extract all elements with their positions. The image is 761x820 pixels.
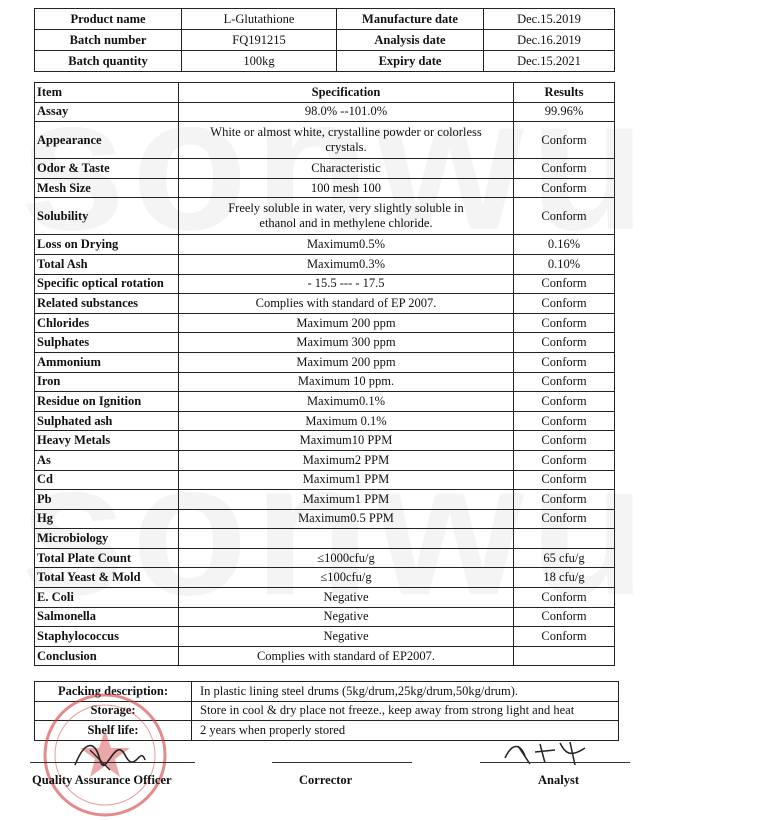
table-row (35, 646, 615, 666)
item-cell: Hg (35, 509, 179, 529)
table-row (35, 274, 615, 294)
table-row (35, 159, 615, 179)
specification-cell: Maximum 10 ppm. (179, 372, 514, 392)
table-row (35, 102, 615, 122)
item-cell: Ammonium (35, 352, 179, 372)
qa-officer-label: Quality Assurance Officer (32, 773, 172, 787)
result-cell: Conform (514, 313, 615, 333)
item-cell: Iron (35, 372, 179, 392)
shelf-life-label: Shelf life: (35, 721, 192, 741)
analysis-date-label: Analysis date (337, 30, 484, 51)
specification-cell: Maximum 0.1% (179, 411, 514, 431)
result-cell: Conform (514, 470, 615, 490)
table-row (35, 294, 615, 314)
table-row (35, 470, 615, 490)
specification-cell: ≤100cfu/g (179, 568, 514, 588)
item-cell: Odor & Taste (35, 159, 179, 179)
specification-cell: Complies with standard of EP2007. (179, 646, 514, 666)
specification-cell: Maximum2 PPM (179, 450, 514, 470)
batch-number-value: FQ191215 (182, 30, 337, 51)
specification-cell: Maximum1 PPM (179, 470, 514, 490)
specification-cell (179, 529, 514, 549)
analyst-signature (500, 738, 595, 768)
result-cell: Conform (514, 198, 615, 235)
specification-cell: Maximum10 PPM (179, 431, 514, 451)
table-row (35, 198, 615, 235)
analyst-signature-line (480, 762, 630, 763)
result-cell: 18 cfu/g (514, 568, 615, 588)
table-row (35, 122, 615, 159)
result-cell: Conform (514, 627, 615, 647)
table-row (35, 30, 615, 51)
storage-label: Storage: (35, 701, 192, 721)
analyst-label: Analyst (538, 773, 579, 787)
shelf-life-value: 2 years when properly stored (192, 721, 619, 741)
result-cell: Conform (514, 122, 615, 159)
specification-cell: Maximum0.1% (179, 392, 514, 412)
manufacture-date-label: Manufacture date (337, 9, 484, 30)
result-cell: Conform (514, 392, 615, 412)
result-cell: Conform (514, 294, 615, 314)
item-cell: Specific optical rotation (35, 274, 179, 294)
specification-cell: Characteristic (179, 159, 514, 179)
specification-table (34, 82, 615, 666)
table-row (35, 588, 615, 608)
item-cell: Total Ash (35, 254, 179, 274)
table-row (35, 313, 615, 333)
specification-cell: Maximum 300 ppm (179, 333, 514, 353)
table-row (35, 235, 615, 255)
item-cell: As (35, 450, 179, 470)
result-cell: Conform (514, 588, 615, 608)
specification-cell: Maximum0.5 PPM (179, 509, 514, 529)
result-cell: Conform (514, 490, 615, 510)
column-header-results: Results (514, 83, 615, 103)
qa-signature (70, 730, 150, 775)
item-cell: Salmonella (35, 607, 179, 627)
product-info-table (34, 8, 615, 72)
result-cell: 0.16% (514, 235, 615, 255)
item-cell: Appearance (35, 122, 179, 159)
table-row (35, 431, 615, 451)
item-cell: Sulphated ash (35, 411, 179, 431)
table-row (35, 411, 615, 431)
table-row (35, 548, 615, 568)
table-row (35, 568, 615, 588)
result-cell (514, 646, 615, 666)
result-cell: Conform (514, 450, 615, 470)
table-row (35, 51, 615, 72)
specification-cell: Maximum0.5% (179, 235, 514, 255)
table-row (35, 450, 615, 470)
table-row (35, 178, 615, 198)
result-cell: Conform (514, 159, 615, 179)
item-cell: Total Yeast & Mold (35, 568, 179, 588)
specification-cell: Negative (179, 588, 514, 608)
corrector-label: Corrector (299, 773, 353, 787)
expiry-date-label: Expiry date (337, 51, 484, 72)
storage-value: Store in cool & dry place not freeze., keep away from strong light and heat (192, 701, 619, 721)
specification-cell: Maximum 200 ppm (179, 352, 514, 372)
specification-cell: - 15.5 --- - 17.5 (179, 274, 514, 294)
specification-cell: Freely soluble in water, very slightly soluble in ethanol and in methylene chloride. (179, 198, 514, 235)
table-row (35, 529, 615, 549)
specification-cell: Maximum1 PPM (179, 490, 514, 510)
result-cell: Conform (514, 178, 615, 198)
table-row (35, 607, 615, 627)
item-cell: Mesh Size (35, 178, 179, 198)
item-cell: Total Plate Count (35, 548, 179, 568)
item-cell: Microbiology (35, 529, 179, 549)
item-cell: Conclusion (35, 646, 179, 666)
item-cell: Sulphates (35, 333, 179, 353)
item-cell: Assay (35, 102, 179, 122)
specification-cell: Negative (179, 627, 514, 647)
item-cell: Related substances (35, 294, 179, 314)
item-cell: Solubility (35, 198, 179, 235)
result-cell: 99.96% (514, 102, 615, 122)
table-header-row (35, 83, 615, 103)
product-name-value: L-Glutathione (182, 9, 337, 30)
item-cell: Loss on Drying (35, 235, 179, 255)
result-cell: Conform (514, 333, 615, 353)
qa-signature-line (30, 762, 195, 763)
table-row (35, 9, 615, 30)
table-row (35, 392, 615, 412)
corrector-signature-line (272, 762, 412, 763)
item-cell: Staphylococcus (35, 627, 179, 647)
batch-quantity-label: Batch quantity (35, 51, 182, 72)
table-row (35, 352, 615, 372)
item-cell: Chlorides (35, 313, 179, 333)
batch-number-label: Batch number (35, 30, 182, 51)
column-header-specification: Specification (179, 83, 514, 103)
result-cell: Conform (514, 607, 615, 627)
manufacture-date-value: Dec.15.2019 (484, 9, 615, 30)
result-cell: Conform (514, 509, 615, 529)
specification-cell: 100 mesh 100 (179, 178, 514, 198)
specification-cell: White or almost white, crystalline powder or colorless crystals. (179, 122, 514, 159)
result-cell: 65 cfu/g (514, 548, 615, 568)
item-cell: Pb (35, 490, 179, 510)
table-row (35, 509, 615, 529)
item-cell: Cd (35, 470, 179, 490)
specification-cell: Maximum 200 ppm (179, 313, 514, 333)
table-row (35, 490, 615, 510)
result-cell: Conform (514, 431, 615, 451)
specification-cell: Negative (179, 607, 514, 627)
column-header-item: Item (35, 83, 179, 103)
batch-quantity-value: 100kg (182, 51, 337, 72)
table-row (35, 372, 615, 392)
table-row (35, 627, 615, 647)
specification-cell: Complies with standard of EP 2007. (179, 294, 514, 314)
result-cell: 0.10% (514, 254, 615, 274)
result-cell: Conform (514, 372, 615, 392)
expiry-date-value: Dec.15.2021 (484, 51, 615, 72)
product-name-label: Product name (35, 9, 182, 30)
result-cell: Conform (514, 411, 615, 431)
item-cell: E. Coli (35, 588, 179, 608)
result-cell (514, 529, 615, 549)
table-row (35, 254, 615, 274)
packing-label: Packing description: (35, 682, 192, 702)
analysis-date-value: Dec.16.2019 (484, 30, 615, 51)
specification-cell: ≤1000cfu/g (179, 548, 514, 568)
item-cell: Residue on Ignition (35, 392, 179, 412)
specification-cell: 98.0% --101.0% (179, 102, 514, 122)
item-cell: Heavy Metals (35, 431, 179, 451)
result-cell: Conform (514, 352, 615, 372)
result-cell: Conform (514, 274, 615, 294)
table-row (35, 333, 615, 353)
specification-cell: Maximum0.3% (179, 254, 514, 274)
packing-value: In plastic lining steel drums (5kg/drum,25kg/drum,50kg/drum). (192, 682, 619, 702)
